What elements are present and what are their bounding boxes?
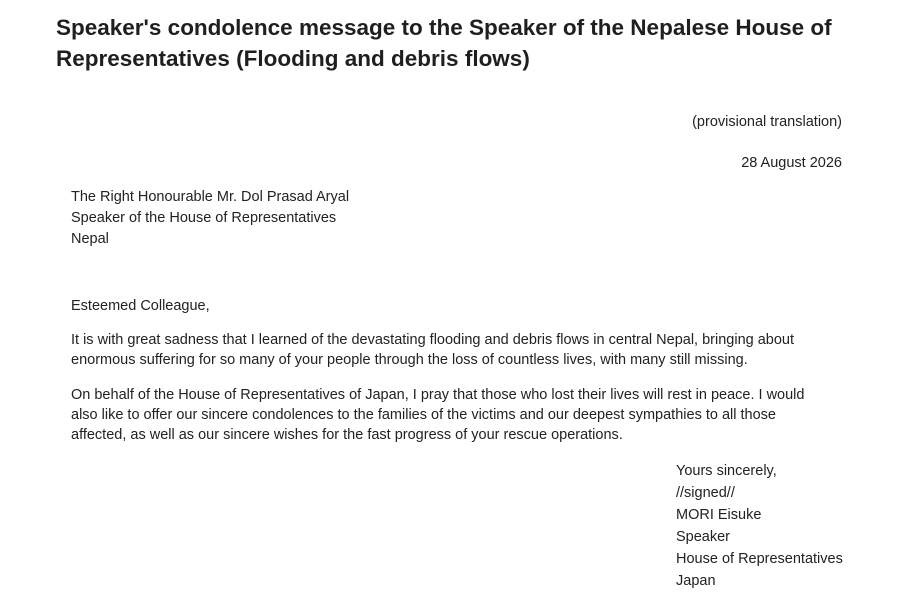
salutation: Esteemed Colleague, <box>71 298 210 314</box>
closing-block <box>676 460 843 592</box>
signatory-name: MORI Eisuke <box>676 507 762 523</box>
addressee-name: The Right Honourable Mr. Dol Prasad Aryal <box>71 189 350 205</box>
translation-note: (provisional translation) <box>692 114 842 130</box>
complimentary-close: Yours sincerely, <box>676 463 777 479</box>
signatory-country: Japan <box>676 573 716 589</box>
addressee-block <box>71 187 349 250</box>
signatory-institution: House of Representatives <box>676 551 843 567</box>
body-paragraph-2: On behalf of the House of Representatives of Japan, I pray that those who lost their lives will rest in peace. I would also like to offer our sincere condolences to the families of the victims and our deepest sympathies to all those affected, as well as our sincere wishes for the fast progress of your rescue operations. <box>71 387 805 443</box>
addressee-title: Speaker of the House of Representatives <box>71 210 337 226</box>
signatory-position: Speaker <box>676 529 731 545</box>
body-paragraph-1: It is with great sadness that I learned of the devastating flooding and debris flows in central Nepal, bringing about enormous suffering for so many of your people through the loss of countless lives, with many still missing. <box>71 332 795 368</box>
letter-date: 28 August 2026 <box>741 155 842 171</box>
signature-line: //signed// <box>676 485 735 501</box>
page-title: Speaker's condolence message to the Speaker of the Nepalese House of Representatives (Flooding and debris flows) <box>56 15 832 71</box>
addressee-country: Nepal <box>71 231 109 247</box>
